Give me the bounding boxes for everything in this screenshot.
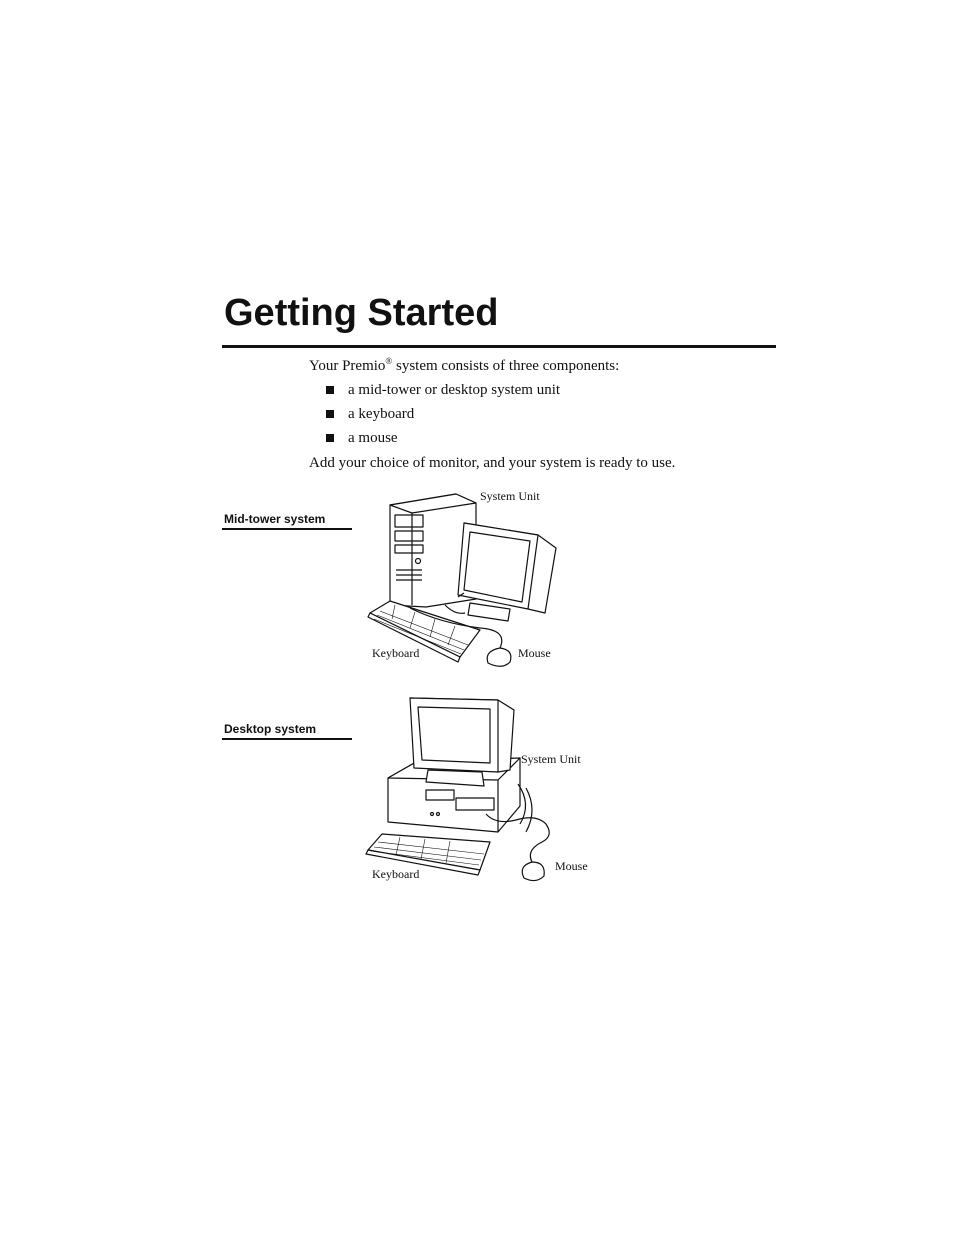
midtower-mouse-callout: Mouse	[518, 646, 551, 660]
desktop-label-rule	[222, 738, 352, 740]
desktop-figure-label: Desktop system	[224, 722, 317, 736]
list-item-text: a mid-tower or desktop system unit	[348, 382, 561, 398]
list-item-text: a mouse	[348, 430, 398, 446]
midtower-system-unit-callout: System Unit	[480, 489, 540, 503]
midtower-figure-label: Mid-tower system	[224, 512, 326, 526]
intro-suffix: system consists of three components:	[392, 358, 620, 374]
list-item	[326, 404, 560, 428]
components-list	[326, 380, 560, 452]
midtower-label-rule	[222, 528, 352, 530]
monitor-icon	[458, 523, 556, 621]
square-bullet-icon	[326, 434, 334, 442]
desktop-keyboard-callout: Keyboard	[372, 867, 420, 881]
title-rule	[222, 345, 776, 348]
desktop-system-unit-callout: System Unit	[521, 752, 581, 766]
closing-paragraph: Add your choice of monitor, and your system is ready to use.	[309, 455, 676, 471]
list-item	[326, 380, 560, 404]
midtower-keyboard-callout: Keyboard	[372, 646, 420, 660]
intro-paragraph	[309, 356, 619, 376]
page-title: Getting Started	[224, 292, 499, 334]
list-item-text: a keyboard	[348, 406, 415, 422]
registered-mark: ®	[385, 356, 393, 366]
square-bullet-icon	[326, 410, 334, 418]
square-bullet-icon	[326, 386, 334, 394]
list-item	[326, 428, 560, 452]
desktop-mouse-callout: Mouse	[555, 859, 588, 873]
intro-prefix: Your Premio	[309, 358, 386, 374]
